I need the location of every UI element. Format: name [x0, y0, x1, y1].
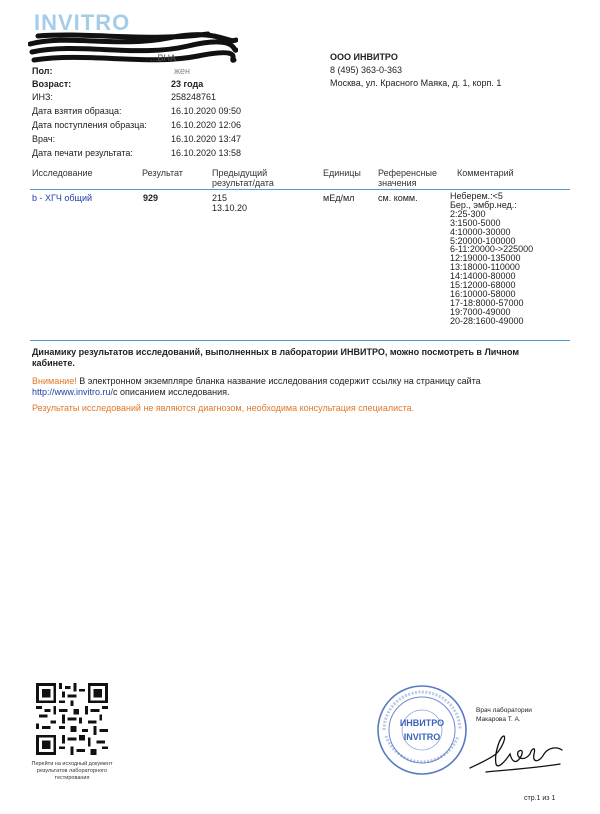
sex-value: жен: [174, 66, 190, 76]
comment-line: 2:25-300: [450, 208, 486, 219]
company-phone: 8 (495) 363-0-363: [330, 65, 403, 75]
redaction-scribble: [28, 30, 238, 72]
sample-taken-label: Дата взятия образца:: [32, 106, 122, 116]
attention-label: Внимание!: [32, 376, 77, 386]
comment-line: 15:12000-68000: [450, 280, 516, 291]
stamp-text-top: ИНВИТРО: [399, 718, 445, 728]
units-value: мЕд/мл: [323, 193, 355, 203]
col-header-test: Исследование: [32, 168, 93, 178]
company-info: [330, 51, 501, 90]
lab-doctor-title: Врач лаборатории: [476, 707, 532, 714]
qr-code[interactable]: [36, 683, 108, 755]
company-name: ООО ИНВИТРО: [330, 52, 398, 62]
qr-caption: Перейти на исходный документ результатов лабораторного тестирования: [31, 761, 113, 781]
previous-result: [212, 193, 247, 213]
reference-value: см. комм.: [378, 193, 418, 203]
col-header-previous-line2: результат/дата: [212, 178, 274, 188]
comment-line: 3:1500-5000: [450, 217, 501, 228]
stamp-text-bottom: INVITRO: [403, 732, 441, 742]
lab-doctor-block: [476, 706, 532, 724]
comment-line: 6-11:20000->225000: [450, 244, 534, 255]
print-date-value: 16.10.2020 13:58: [171, 148, 242, 158]
col-header-reference-line2: значения: [378, 178, 417, 188]
attention-note: [32, 376, 552, 398]
comment-line: 12:19000-135000: [450, 253, 521, 264]
invitro-site-link[interactable]: http://www.invitro.ru/: [32, 387, 114, 397]
invitro-stamp: [376, 684, 468, 776]
company-address: Москва, ул. Красного Маяка, д. 1, корп. 1: [330, 78, 502, 88]
previous-date: 13.10.20: [212, 203, 248, 213]
col-header-reference-line1: Референсные: [378, 168, 437, 178]
comment-line: 17-18:8000-57000: [450, 297, 524, 308]
age-label: Возраст:: [32, 79, 72, 89]
attention-text: В электронном экземпляре бланка название исследования содержит ссылку на страницу сайта: [76, 376, 481, 386]
comment-line: 19:7000-49000: [450, 306, 511, 317]
comment-line: 4:10000-30000: [450, 226, 511, 237]
comment-line: 14:14000-80000: [450, 271, 516, 282]
comment-line: Неберем.:<5: [450, 191, 503, 201]
lab-doctor-name: Макарова Т. А.: [476, 716, 521, 723]
table-header-divider: [30, 189, 570, 190]
comment-line: 13:18000-110000: [450, 262, 520, 273]
print-date-label: Дата печати результата:: [32, 148, 133, 158]
col-header-previous-line1: Предыдущий: [212, 168, 268, 178]
result-value: 929: [143, 193, 159, 203]
sex-label: Пол:: [32, 66, 53, 76]
sample-received-label: Дата поступления образца:: [32, 120, 147, 130]
table-bottom-divider: [30, 340, 570, 341]
comment-line: 16:10000-58000: [450, 288, 516, 299]
inz-label: ИНЗ:: [32, 92, 53, 102]
doctor-value: 16.10.2020 13:47: [171, 134, 242, 144]
page-number: стр.1 из 1: [524, 795, 556, 802]
col-header-units: Единицы: [323, 168, 361, 178]
sample-received-value: 16.10.2020 12:06: [171, 120, 242, 130]
patient-name-fragment: ...ВНА: [150, 53, 177, 63]
col-header-comments: Комментарий: [457, 168, 514, 178]
age-value: 23 года: [171, 79, 204, 89]
inz-value: 258248761: [171, 92, 217, 102]
redacted-patient-name: [28, 30, 238, 72]
comment-line: Бер., эмбр.нед.:: [450, 199, 517, 210]
attention-link-suffix: с описанием исследования.: [113, 387, 230, 397]
comment-line: 5:20000-100000: [450, 235, 516, 246]
disclaimer-note: Результаты исследований не являются диагнозом, необходима консультация специалиста.: [32, 403, 415, 413]
doctor-signature: [466, 724, 566, 782]
col-header-reference: [378, 168, 437, 188]
comment-line: 20-28:1600-49000: [450, 315, 524, 326]
test-name-link[interactable]: b - ХГЧ общий: [32, 193, 92, 203]
col-header-result: Результат: [142, 168, 183, 178]
sample-taken-value: 16.10.2020 09:50: [171, 106, 242, 116]
doctor-label: Врач:: [32, 134, 56, 144]
previous-value: 215: [212, 193, 228, 203]
comments-list: [450, 192, 533, 326]
col-header-previous: [212, 168, 274, 188]
dynamics-note: Динамику результатов исследований, выполненных в лаборатории ИНВИТРО, можно посмотреть в Личном кабинете.: [32, 347, 520, 368]
invitro-logo: INVITRO: [34, 10, 131, 35]
